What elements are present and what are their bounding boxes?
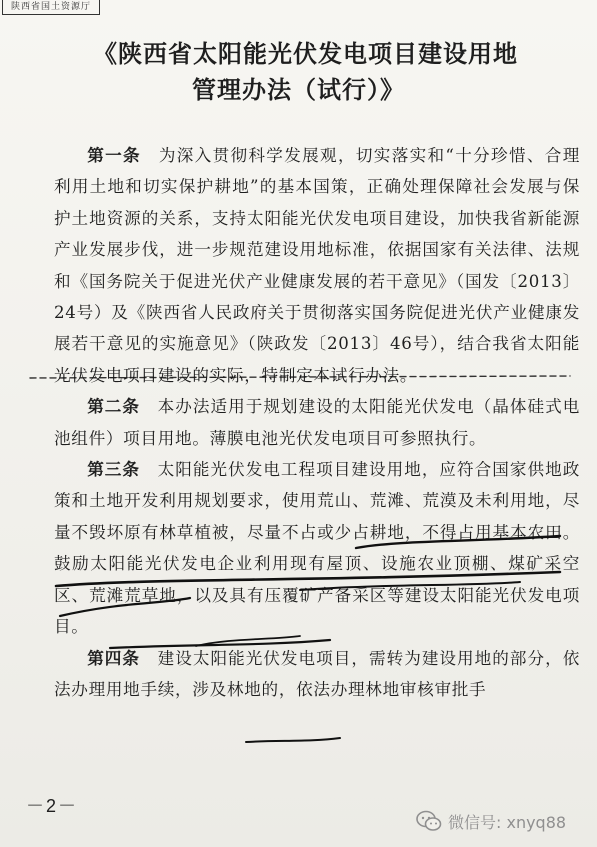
document-title — [0, 36, 597, 108]
article-text: 太阳能光伏发电工程项目建设用地，应符合国家供地政策和土地开发利用规划要求，使用荒山、荒滩、荒漠及未利用地，尽量不毁坏原有林草植被，尽量不占或少占耕地，不得占用基本农田。鼓励太阳能光伏发电企业利用现有屋顶、设施农业顶棚、煤矿采空区、荒滩荒草地，以及具有压覆矿产备采区等建设太阳能光伏发电项目。 — [54, 460, 580, 637]
article-label: 第二条 — [87, 396, 141, 417]
article-label: 第一条 — [87, 145, 141, 165]
watermark-text: 微信号: xnyq88 — [448, 812, 567, 832]
article-4 — [54, 643, 580, 706]
document-body — [54, 140, 580, 705]
watermark — [416, 808, 596, 834]
article-text: 建设太阳能光伏发电项目，需转为建设用地的部分，依法办理用地手续，涉及林地的，依法办理林地审核审批手 — [54, 648, 580, 699]
article-1 — [54, 140, 580, 391]
page-number: －2－ — [26, 796, 79, 816]
article-label: 第四条 — [87, 647, 141, 668]
article-2 — [54, 391, 580, 454]
corner-stamp: 陕西省国土资源厅 — [2, 0, 100, 15]
title-line-1: 《陕西省太阳能光伏发电项目建设用地 — [93, 39, 518, 68]
article-label: 第三条 — [87, 459, 141, 480]
wechat-icon — [416, 810, 442, 832]
article-text: 为深入贯彻科学发展观，切实落实和“十分珍惜、合理利用土地和切实保护耕地”的基本国策，正确处理保障社会发展与保护土地资源的关系，支持太阳能光伏发电项目建设，加快我省新能源产业发展步伐，进一步规范建设用地标准，依据国家有关法律、法规和《国务院关于促进光伏产业健康发展的若干意见》（国发〔2013〕24号）及《陕西省人民政府关于贯彻落实国务院促进光伏产业健康发展若干意见的实施意见》（陕政发〔2013〕46号），结合我省太阳能光伏发电项目建设的实际，特制定本试行办法。 — [54, 146, 580, 385]
title-line-2: 管理办法（试行）》 — [192, 75, 405, 104]
article-text: 本办法适用于规划建设的太阳能光伏发电（晶体硅式电池组件）项目用地。薄膜电池光伏发电项目可参照执行。 — [54, 397, 580, 448]
article-3 — [54, 454, 580, 642]
underline-scribble — [246, 738, 340, 742]
